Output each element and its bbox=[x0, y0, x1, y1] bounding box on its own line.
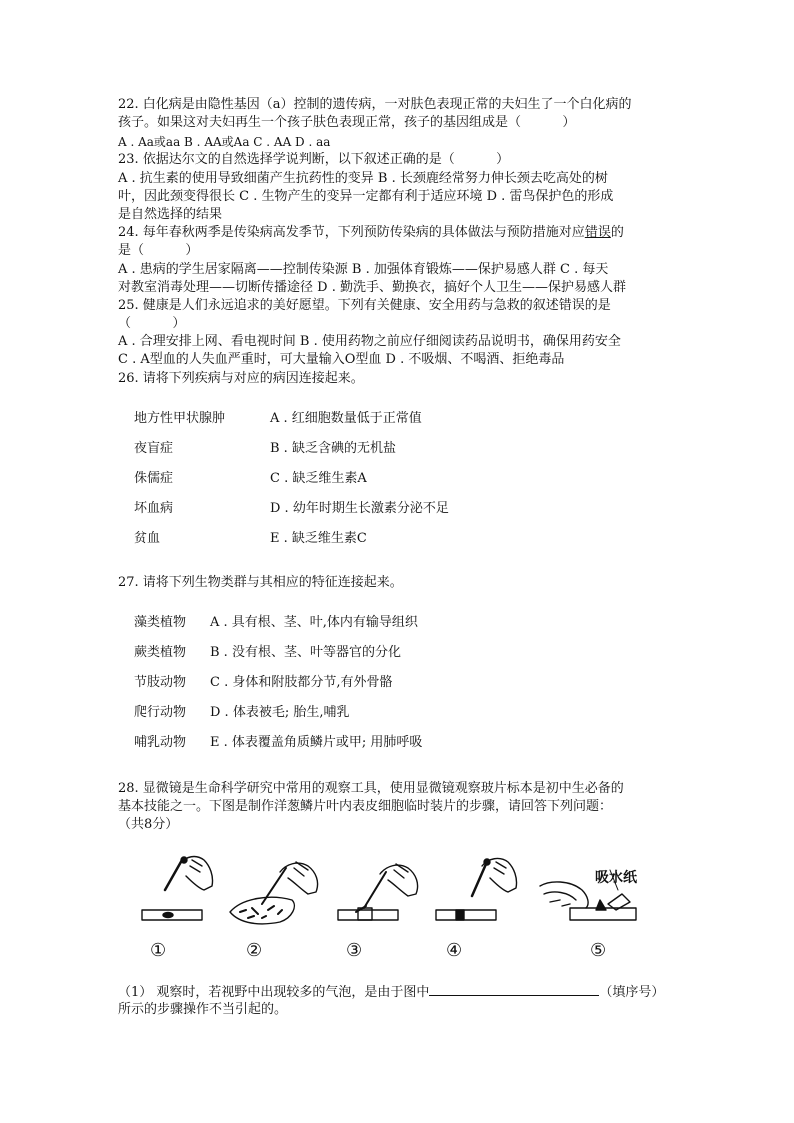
step3-tweezers-slide-illustration bbox=[338, 864, 418, 920]
q27-right-item: D . 体表被毛; 胎生,哺乳 bbox=[210, 705, 350, 720]
step-label-3: ③ bbox=[346, 940, 363, 961]
q28-line-3: （共8分） bbox=[118, 817, 179, 832]
q27-right-item: E . 体表覆盖角质鳞片或甲; 用肺呼吸 bbox=[210, 735, 423, 750]
q27-right-item: B . 没有根、茎、叶等器官的分化 bbox=[210, 645, 401, 660]
q27-right-item: A . 具有根、茎、叶,体内有输导组织 bbox=[210, 615, 418, 630]
step1-dropper-illustration bbox=[142, 857, 213, 920]
step-label-1: ① bbox=[150, 940, 167, 961]
q23-line-4: 是自然选择的结果 bbox=[118, 207, 223, 222]
q23-line-1: 23. 依据达尔文的自然选择学说判断，以下叙述正确的是（ ） bbox=[118, 152, 510, 167]
q28-line-1: 28. 显微镜是生命科学研究中常用的观察工具，使用显微镜观察玻片标本是初中生必备的 bbox=[118, 781, 624, 796]
q24-line-4: 对教室消毒处理——切断传播途径 D . 勤洗手、勤换衣，搞好个人卫生——保护易感人群 bbox=[118, 280, 626, 295]
q26-right-item: D . 幼年时期生长激素分泌不足 bbox=[270, 501, 449, 516]
q25-line-2: （ ） bbox=[118, 316, 186, 331]
q25-line-3: A . 合理安排上网、看电视时间 B . 使用药物之前应仔细阅读药品说明书，确保用药安全 bbox=[118, 334, 621, 349]
q22-line-1: 22. 白化病是由隐性基因（a）控制的遗传病，一对肤色表现正常的夫妇生了一个白化病的 bbox=[118, 97, 632, 112]
q26-right-item: B . 缺乏含碘的无机盐 bbox=[270, 441, 396, 456]
absorbent-paper-label: 吸水纸 bbox=[595, 870, 637, 886]
q26-stem: 26. 请将下列疾病与对应的病因连接起来。 bbox=[118, 371, 364, 386]
q27-left-item: 蕨类植物 bbox=[134, 645, 187, 660]
step-label-4: ④ bbox=[446, 940, 463, 961]
q24-line-3: A . 患病的学生居家隔离——控制传染源 B . 加强体育锻炼——保护易感人群 C . 每天 bbox=[118, 262, 609, 277]
q25-line-1: 25. 健康是人们永远追求的美好愿望。下列有关健康、安全用药与急救的叙述错误的是 bbox=[118, 298, 611, 313]
q27-left-item: 节肢动物 bbox=[134, 675, 187, 690]
q24-line-1: 24. 每年春秋两季是传染病高发季节，下列预防传染病的具体做法与预防措施对应错误的 bbox=[118, 225, 624, 240]
q26-right-item: A . 红细胞数量低于正常值 bbox=[270, 411, 422, 426]
q26-left-item: 地方性甲状腺肿 bbox=[134, 411, 226, 426]
q23-line-2: A . 抗生素的使用导致细菌产生抗药性的变异 B . 长颈鹿经常努力伸长颈去吃高处的树 bbox=[118, 171, 608, 186]
q27-left-item: 哺乳动物 bbox=[134, 735, 187, 750]
q22-line-2: 孩子。如果这对夫妇再生一个孩子肤色表现正常，孩子的基因组成是（ ） bbox=[118, 115, 576, 130]
q27-left-item: 藻类植物 bbox=[134, 615, 187, 630]
q28-sub1-line-1: （1） 观察时，若视野中出现较多的气泡，是由于图中 （填序号） bbox=[118, 985, 665, 1000]
step4-coverslip-illustration bbox=[436, 859, 517, 920]
q26-right-item: E . 缺乏维生素C bbox=[270, 531, 367, 546]
q26-left-item: 坏血病 bbox=[134, 501, 174, 516]
q23-line-3: 叶，因此颈变得很长 C . 生物产生的变异一定都有利于适应环境 D . 雷鸟保护色的形成 bbox=[118, 189, 614, 204]
q26-left-item: 侏儒症 bbox=[134, 471, 174, 486]
q28-sub1-line-2: 所示的步骤操作不当引起的。 bbox=[118, 1002, 288, 1017]
q24-line-2: 是（ ） bbox=[118, 243, 199, 258]
q22-options: A . Aa或aa B . AA或Aa C . AA D . aa bbox=[118, 135, 331, 149]
q26-left-item: 夜盲症 bbox=[134, 441, 174, 456]
q28-line-2: 基本技能之一。下图是制作洋葱鳞片叶内表皮细胞临时装片的步骤，请回答下列问题： bbox=[118, 799, 613, 814]
q27-stem: 27. 请将下列生物类群与其相应的特征连接起来。 bbox=[118, 575, 403, 590]
answer-blank[interactable] bbox=[429, 983, 599, 996]
q27-left-item: 爬行动物 bbox=[134, 705, 187, 720]
step-label-2: ② bbox=[246, 940, 263, 961]
step2-tweezers-illustration bbox=[230, 862, 318, 924]
slide-preparation-figure bbox=[130, 850, 670, 965]
q26-left-item: 贫血 bbox=[134, 531, 161, 546]
step-label-5: ⑤ bbox=[590, 940, 607, 961]
q26-right-item: C . 缺乏维生素A bbox=[270, 471, 367, 486]
q27-right-item: C . 身体和附肢都分节,有外骨骼 bbox=[210, 675, 393, 690]
underlined-emphasis: 错误 bbox=[584, 225, 611, 240]
q25-line-4: C . A型血的人失血严重时，可大量输入O型血 D . 不吸烟、不喝酒、拒绝毒品 bbox=[118, 352, 565, 367]
